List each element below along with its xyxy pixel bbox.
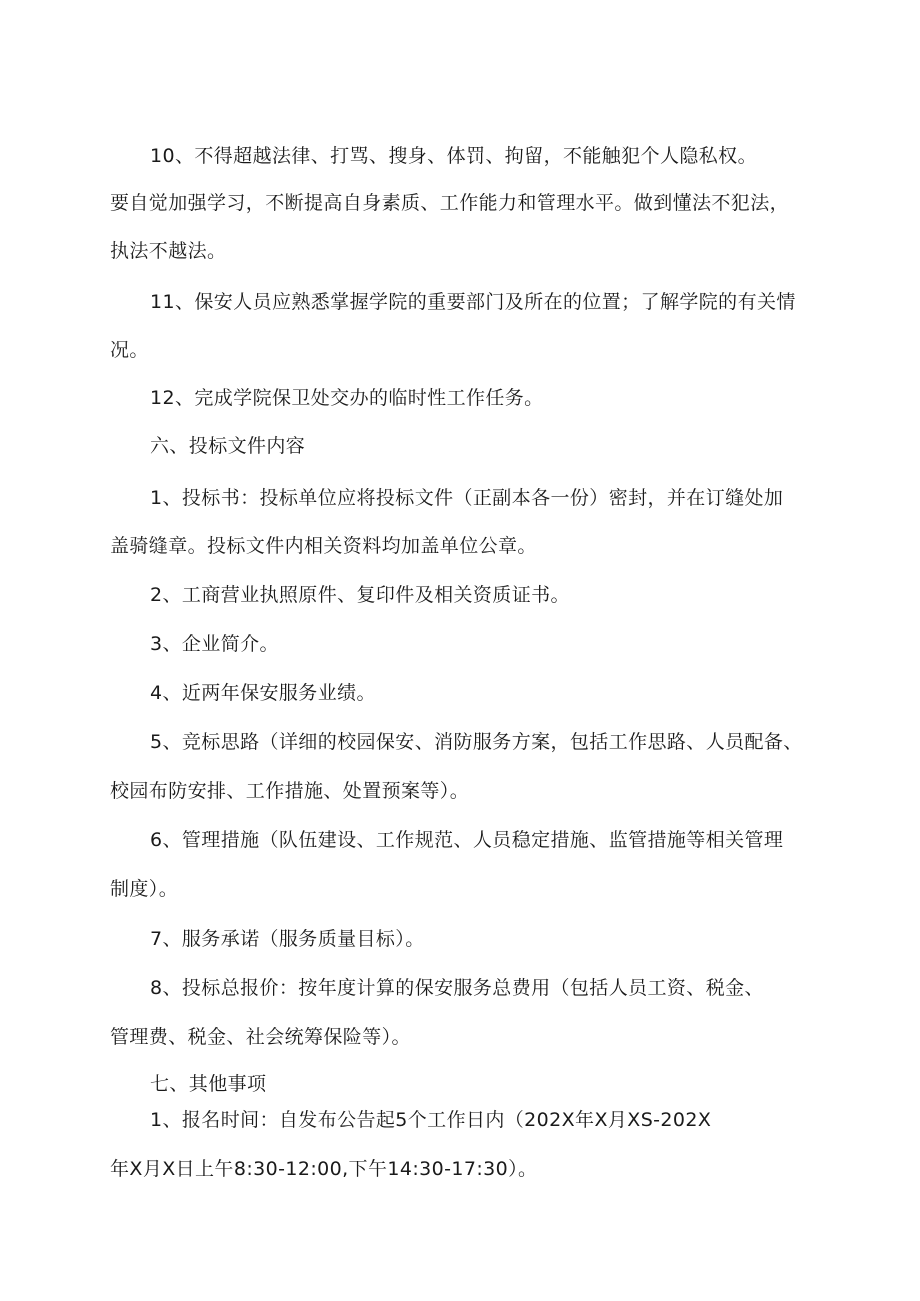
para-item-11-cont: 况。 <box>110 339 149 361</box>
other-item-1: 1、报名时间：自发布公告起5个工作日内（202X年X月XS-202X <box>150 1109 712 1131</box>
bid-item-6: 6、管理措施（队伍建设、工作规范、人员稳定措施、监管措施等相关管理 <box>150 829 784 851</box>
bid-item-4: 4、近两年保安服务业绩。 <box>150 682 376 704</box>
bid-item-1: 1、投标书：投标单位应将投标文件（正副本各一份）密封，并在订缝处加 <box>150 487 784 509</box>
bid-item-8: 8、投标总报价：按年度计算的保安服务总费用（包括人员工资、税金、 <box>150 977 764 999</box>
other-item-1-cont: 年X月X日上午8:30-12:00,下午14:30-17:30）。 <box>110 1158 538 1180</box>
bid-item-5: 5、竞标思路（详细的校园保安、消防服务方案，包括工作思路、人员配备、 <box>150 731 803 753</box>
bid-item-2: 2、工商营业执照原件、复印件及相关资质证书。 <box>150 584 570 606</box>
para-item-10-cont-2: 执法不越法。 <box>110 240 227 262</box>
bid-item-6-cont: 制度）。 <box>110 878 179 900</box>
para-item-10-cont-1: 要自觉加强学习，不断提高自身素质、工作能力和管理水平。做到懂法不犯法， <box>110 192 790 214</box>
bid-item-8-cont: 管理费、税金、社会统筹保险等）。 <box>110 1026 411 1048</box>
para-item-12: 12、完成学院保卫处交办的临时性工作任务。 <box>150 387 544 409</box>
bid-item-5-cont: 校园布防安排、工作措施、处置预案等）。 <box>110 780 470 802</box>
bid-item-3: 3、企业简介。 <box>150 633 279 655</box>
bid-item-1-cont: 盖骑缝章。投标文件内相关资料均加盖单位公章。 <box>110 535 537 557</box>
section-heading-6: 六、投标文件内容 <box>150 435 306 457</box>
section-heading-7: 七、其他事项 <box>150 1073 267 1095</box>
bid-item-7: 7、服务承诺（服务质量目标）。 <box>150 928 425 950</box>
para-item-11: 11、保安人员应熟悉掌握学院的重要部门及所在的位置；了解学院的有关情 <box>150 291 796 313</box>
para-item-10: 10、不得超越法律、打骂、搜身、体罚、拘留，不能触犯个人隐私权。 <box>150 145 757 167</box>
